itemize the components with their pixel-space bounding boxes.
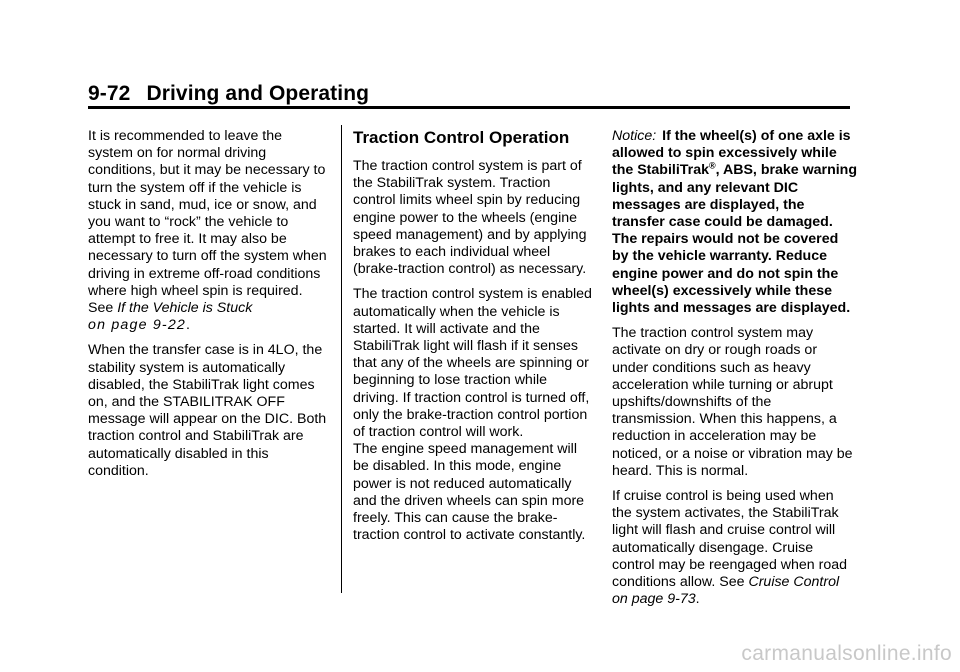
cross-reference-link[interactable]: If the Vehicle is Stuck: [117, 300, 253, 317]
paragraph-traction-intro: The traction control system is part of the StabiliTrak system. Traction control limits wheel spin by reducing engine power to the wheels (engine speed management) and by applying brakes to each individual wheel (brake-traction control) as necessary.: [353, 158, 587, 278]
column-left: [88, 128, 328, 488]
registered-mark: ®: [708, 160, 716, 171]
cross-reference-page[interactable]: on page 9-22: [88, 317, 187, 334]
paragraph-transfer-case: When the transfer case is in 4LO, the stability system is automatically disabled, the StabiliTrak light comes on, and the STABILITRAK OFF message will appear on the DIC. Both traction control and StabiliTrak are automatically disabled in this condition.: [88, 342, 327, 479]
notice-text-continued: , ABS, brake warning lights, and any relevant DIC messages are displayed, the transfer case could be damaged. The repairs would not be covered by the vehicle warranty. Reduce engine power and do not spin the wheel(s) excessively while these lights and messages are displayed.: [612, 162, 858, 317]
section-heading: Traction Control Operation: [353, 128, 570, 147]
paragraph-cruise-control: [612, 488, 857, 608]
notice-block: [612, 128, 857, 317]
watermark: carmanualsonline.info: [741, 642, 952, 665]
paragraph-stability-off: [88, 128, 328, 334]
page-number: 9-72: [88, 82, 131, 105]
paragraph-text: If cruise control is being used when the system activates, the StabiliTrak light will flash and cruise control will automatically disengage. Cruise control may be reengaged when road conditions allow. See: [612, 488, 848, 591]
column-divider: [341, 125, 342, 593]
cross-reference-link[interactable]: Cruise Control on page 9-73: [612, 574, 840, 608]
paragraph-traction-activate: The traction control system may activate on dry or rough roads or under conditions such as heavy acceleration while turning or abrupt upshifts/downshifts of the transmission. When this happens, a reduction in acceleration may be noticed, or a noise or vibration may be heard. This is normal.: [612, 325, 853, 479]
notice-label: Notice:: [612, 128, 657, 144]
paragraph-engine-speed: The engine speed management will be disabled. In this mode, engine power is not reduced automatically and the driven wheels can spin more freely. This can cause the brake-traction control to activate constantly.: [353, 441, 586, 544]
paragraph-end: .: [186, 317, 190, 334]
column-right: [612, 128, 857, 616]
chapter-title: Driving and Operating: [146, 82, 370, 105]
notice-text: If the wheel(s) of one axle is allowed to spin excessively while the StabiliTrak: [612, 128, 851, 179]
page-header: [88, 82, 369, 106]
paragraph-text: It is recommended to leave the system on for normal driving conditions, but it may be necessary to turn the system off if the vehicle is stuck in sand, mud, ice or snow, and you want to “rock” the vehicle to attempt to free it. It may also be necessary to turn off the system when driving in extreme off-road conditions where high wheel spin is required. See: [88, 128, 327, 317]
header-rule: [88, 106, 850, 109]
paragraph-end: .: [695, 591, 700, 608]
paragraph-traction-enabled: The traction control system is enabled automatically when the vehicle is started. It will activate and the StabiliTrak light will flash if it senses that any of the wheels are spinning or beginning to lose traction while driving. If traction control is turned off, only the brake-traction control portion of traction control will work.: [353, 286, 592, 441]
column-middle: [353, 128, 593, 552]
